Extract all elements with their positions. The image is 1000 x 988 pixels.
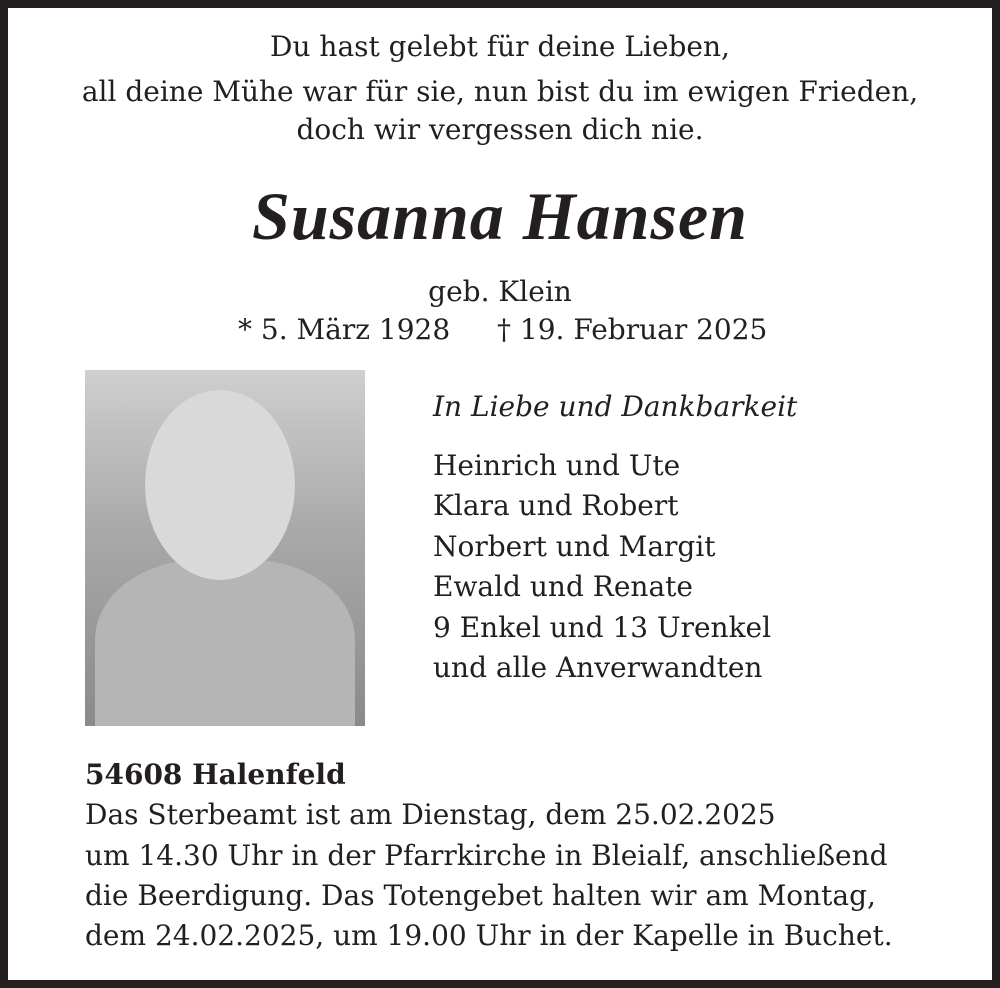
- mourner: Ewald und Renate: [433, 570, 693, 603]
- poem-line: Du hast gelebt für deine Lieben,: [270, 30, 730, 63]
- mourner: 9 Enkel und 13 Urenkel: [433, 611, 772, 644]
- deceased-name: Susanna Hansen: [252, 178, 748, 254]
- mourners-intro: In Liebe und Dankbarkeit: [433, 390, 798, 423]
- mourner: Heinrich und Ute: [433, 449, 681, 482]
- service-line: dem 24.02.2025, um 19.00 Uhr in der Kapelle in Buchet.: [85, 919, 893, 952]
- address: 54608 Halenfeld: [85, 758, 346, 791]
- poem-line: doch wir vergessen dich nie.: [296, 113, 704, 146]
- poem-line: all deine Mühe war für sie, nun bist du im ewigen Frieden,: [81, 75, 919, 108]
- mourner: und alle Anverwandten: [433, 651, 763, 684]
- portrait-photo: [85, 370, 365, 726]
- photo-figure-body: [95, 560, 355, 726]
- service-line: die Beerdigung. Das Totengebet halten wir am Montag,: [85, 879, 876, 912]
- birth-date: * 5. März 1928: [238, 313, 451, 346]
- mourner: Klara und Robert: [433, 489, 679, 522]
- photo-figure-face: [145, 390, 295, 580]
- birth-name: geb. Klein: [428, 275, 572, 308]
- death-date: † 19. Februar 2025: [497, 313, 768, 346]
- service-line: Das Sterbeamt ist am Dienstag, dem 25.02.2025: [85, 798, 776, 831]
- service-line: um 14.30 Uhr in der Pfarrkirche in Bleialf, anschließend: [85, 839, 888, 872]
- mourner: Norbert und Margit: [433, 530, 716, 563]
